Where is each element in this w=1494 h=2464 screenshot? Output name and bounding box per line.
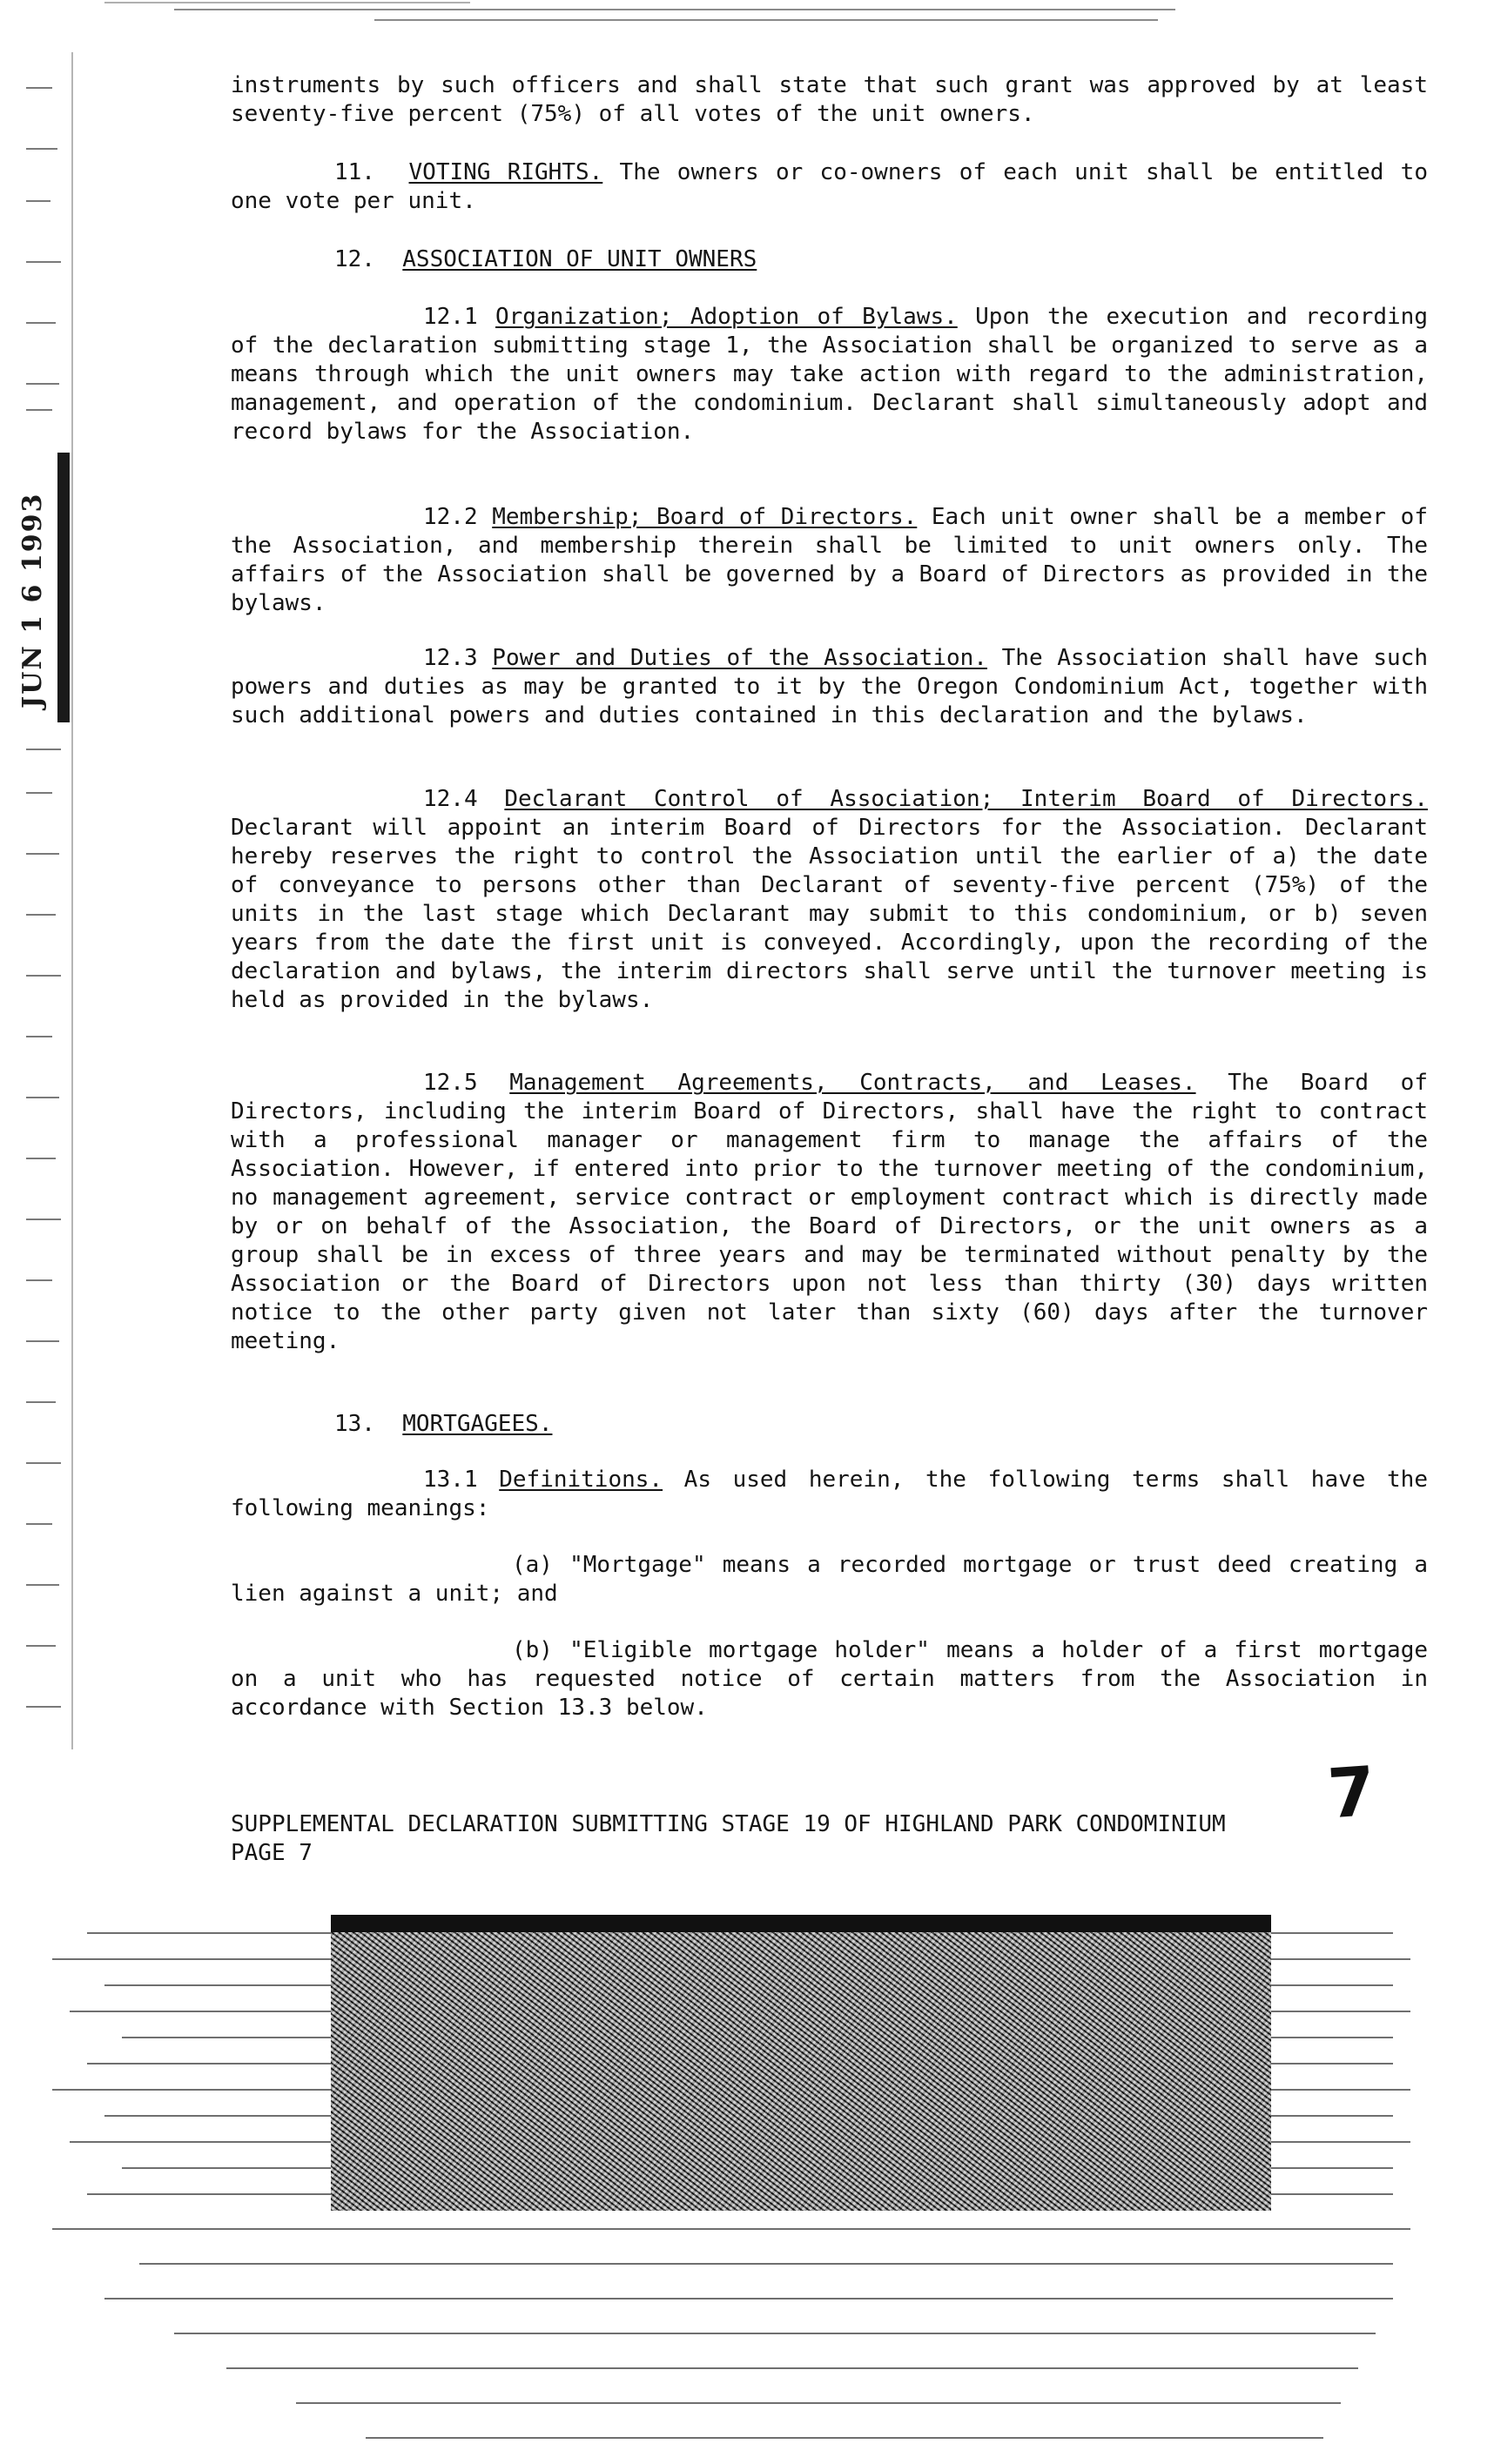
section-12-5-paragraph xyxy=(231,1069,1428,1356)
definition-text: (b) "Eligible mortgage holder" means a holder of a first mortgage on a unit who has requested notice of certain matters from the Association in accordance with Section 13.3 below. xyxy=(231,1637,1428,1721)
section-12-3 xyxy=(231,644,1428,730)
scan-noise-block xyxy=(331,1915,1271,2211)
scan-noise-top-edge xyxy=(331,1915,1271,1932)
handwritten-page-number: 7 xyxy=(1325,1752,1378,1835)
subsection-text: The Board of Directors, including the interim Board of Directors, shall have the right to contract with a professional manager or management firm to manage the affairs of the Association. However, if entered into prior to the turnover meeting of the condominium, no management agreement, service contract or employment contract which is directly made by or on behalf of the Association, the Board of Directors, or the unit owners as a group shall be in excess of three years and may be terminated without penalty by the Association or the Board of Directors upon not less than thirty (30) days written notice to the other party given not later than sixty (60) days after the turnover meeting. xyxy=(231,1070,1428,1354)
scan-top-artifacts xyxy=(0,0,1494,35)
definition-text: (a) "Mortgage" means a recorded mortgage or trust deed creating a lien against a unit; and xyxy=(231,1552,1428,1607)
definition-b-paragraph xyxy=(231,1636,1428,1722)
section-heading: ASSOCIATION OF UNIT OWNERS xyxy=(402,246,757,272)
section-12 xyxy=(231,245,1428,274)
subsection-number: 12.2 xyxy=(423,504,493,530)
section-number: 12. xyxy=(334,246,375,272)
section-12-1-paragraph xyxy=(231,303,1428,446)
subsection-number: 12.5 xyxy=(423,1070,510,1096)
page-footer xyxy=(231,1810,1428,1868)
subsection-number: 13.1 xyxy=(423,1467,500,1493)
margin-rule xyxy=(71,52,73,1749)
section-number: 13. xyxy=(334,1411,375,1437)
footer-page-number: PAGE 7 xyxy=(231,1840,313,1866)
subsection-text: The Association shall have such powers and duties as may be granted to it by the Oregon Condominium Act, together with such additional powers and duties contained in this declaration and the bylaws. xyxy=(231,645,1428,728)
footer-title: SUPPLEMENTAL DECLARATION SUBMITTING STAGE 19 OF HIGHLAND PARK CONDOMINIUM xyxy=(231,1811,1226,1837)
subsection-heading: Power and Duties of the Association. xyxy=(492,645,987,671)
subsection-number: 12.1 xyxy=(423,304,495,330)
section-12-4 xyxy=(231,785,1428,1015)
recording-stamp-bar xyxy=(57,453,70,722)
definition-a-paragraph xyxy=(231,1551,1428,1608)
subsection-heading: Definitions. xyxy=(499,1467,663,1493)
section-13-1 xyxy=(231,1466,1428,1523)
section-12-1 xyxy=(231,303,1428,446)
section-13 xyxy=(231,1410,1428,1439)
definition-a xyxy=(231,1551,1428,1608)
section-13-1-paragraph xyxy=(231,1466,1428,1523)
section-11-paragraph xyxy=(231,158,1428,216)
subsection-heading: Management Agreements, Contracts, and Leases. xyxy=(509,1070,1196,1096)
left-margin-artifacts xyxy=(0,35,96,1776)
section-11 xyxy=(231,158,1428,216)
subsection-heading: Declarant Control of Association; Interim Board of Directors. xyxy=(504,786,1428,812)
subsection-number: 12.4 xyxy=(423,786,505,812)
section-heading: VOTING RIGHTS. xyxy=(408,159,603,185)
section-13-heading-line xyxy=(231,1410,1428,1439)
recording-stamp-date: JUN 1 6 1993 xyxy=(17,492,48,709)
section-12-4-paragraph xyxy=(231,785,1428,1015)
subsection-number: 12.3 xyxy=(423,645,493,671)
section-text: The owners or co-owners of each unit shall be entitled to one vote per unit. xyxy=(231,159,1428,214)
definition-b xyxy=(231,1636,1428,1722)
subsection-text: As used herein, the following terms shall have the following meanings: xyxy=(231,1467,1428,1521)
subsection-heading: Organization; Adoption of Bylaws. xyxy=(495,304,958,330)
subsection-text: Each unit owner shall be a member of the Association, and membership therein shall be limited to unit owners only. The affairs of the Association shall be governed by a Board of Directors as provided in the bylaws. xyxy=(231,504,1428,616)
subsection-text: Declarant will appoint an interim Board of Directors for the Association. Declarant hereby reserves the right to control the Association until the earlier of a) the date of conveyance to persons other than Declarant of seventy-five percent (75%) of the units in the last stage which Declarant may submit to this condominium, or b) seven years from the date the first unit is conveyed. Accordingly, upon the recording of the declaration and bylaws, the interim directors shall serve until the turnover meeting is held as provided in the bylaws. xyxy=(231,815,1428,1013)
paragraph-continuation xyxy=(231,71,1428,129)
subsection-heading: Membership; Board of Directors. xyxy=(492,504,918,530)
section-12-5 xyxy=(231,1069,1428,1356)
section-heading: MORTGAGEES. xyxy=(402,1411,553,1437)
section-number: 11. xyxy=(334,159,375,185)
section-12-2 xyxy=(231,503,1428,618)
paragraph-text: instruments by such officers and shall state that such grant was approved by at least seventy-five percent (75%) of all votes of the unit owners. xyxy=(231,72,1428,127)
subsection-text: Upon the execution and recording of the declaration submitting stage 1, the Association shall be organized to serve as a means through which the unit owners may take action with regard to the administration, management, and operation of the condominium. Declarant shall simultaneously adopt and record bylaws for the Association. xyxy=(231,304,1428,445)
section-12-3-paragraph xyxy=(231,644,1428,730)
section-12-2-paragraph xyxy=(231,503,1428,618)
section-12-heading-line xyxy=(231,245,1428,274)
